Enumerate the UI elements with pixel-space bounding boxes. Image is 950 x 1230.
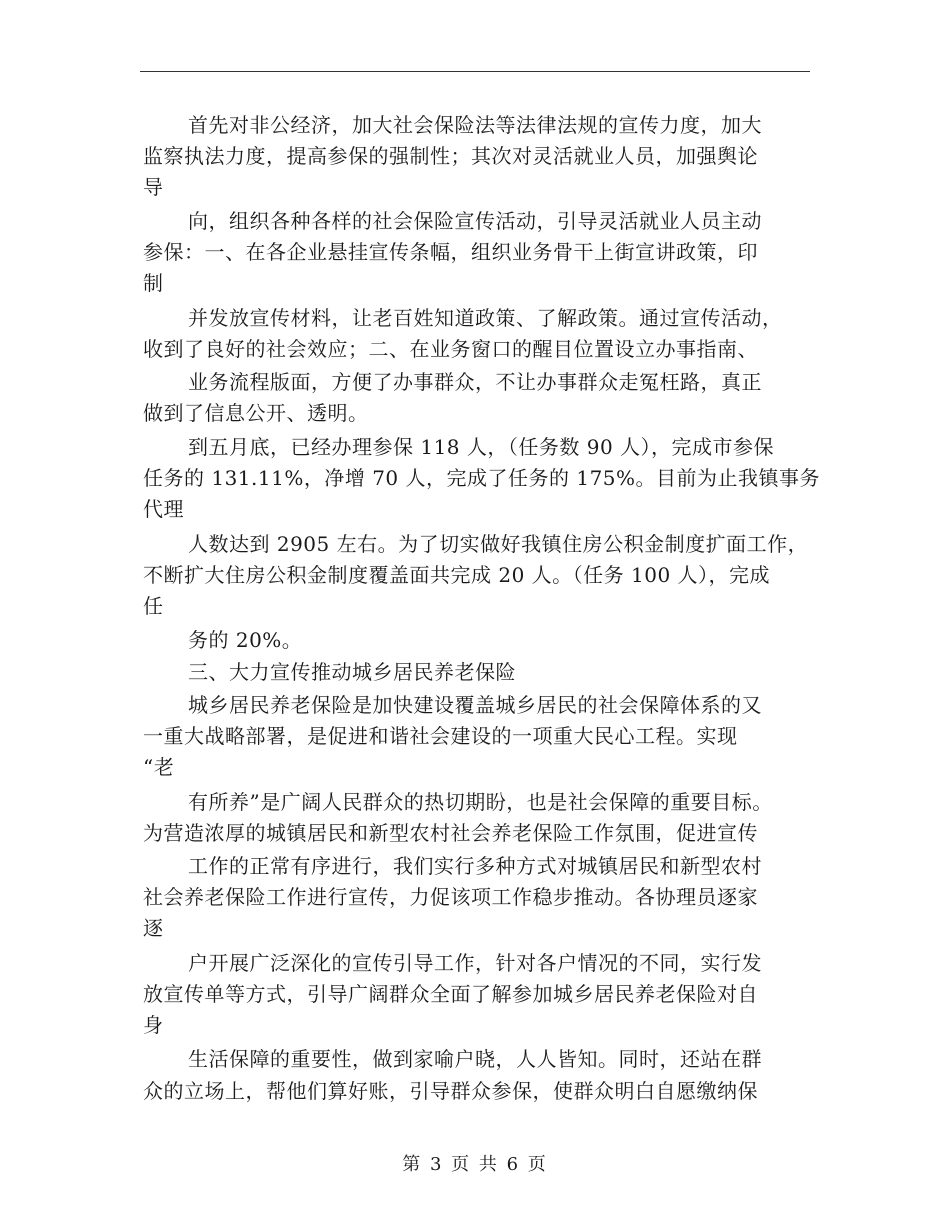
text-line: 参保：一、在各企业悬挂宣传条幅，组织业务骨干上街宣讲政策，印 [143, 240, 758, 264]
text-line: 务的 20%。 [188, 628, 303, 652]
text-line: 城乡居民养老保险是加快建设覆盖城乡居民的社会保障体系的又 [188, 693, 762, 717]
text-line: 有所养”是广阔人民群众的热切期盼，也是社会保障的重要目标。 [188, 790, 773, 814]
text-line: 为营造浓厚的城镇居民和新型农村社会养老保险工作氛围，促进宣传 [143, 821, 758, 845]
page-number: 第 3 页 共 6 页 [402, 1154, 548, 1175]
section-heading: 三、大力宣传推动城乡居民养老保险 [188, 660, 516, 684]
text-line: 放宣传单等方式，引导广阔群众全面了解参加城乡居民养老保险对自 [143, 982, 758, 1006]
text-line: 任务的 131.11%，净增 70 人，完成了任务的 175%。目前为止我镇事务 [143, 466, 821, 490]
text-line: 导 [143, 175, 164, 199]
text-line: 收到了良好的社会效应；二、在业务窗口的醒目位置设立办事指南、 [143, 337, 758, 361]
text-line: 首先对非公经济，加大社会保险法等法律法规的宣传力度，加大 [188, 113, 762, 137]
text-line: 制 [143, 271, 164, 295]
text-line: 生活保障的重要性，做到家喻户晓，人人皆知。同时，还站在群 [188, 1047, 762, 1071]
text-line: 工作的正常有序进行，我们实行多种方式对城镇居民和新型农村 [188, 854, 762, 878]
header-rule [140, 71, 810, 72]
text-line: 任 [143, 594, 164, 618]
text-line: 不断扩大住房公积金制度覆盖面共完成 20 人。（任务 100 人），完成 [143, 563, 771, 587]
text-line: 向，组织各种各样的社会保险宣传活动，引导灵活就业人员主动 [188, 209, 762, 233]
text-line: 众的立场上，帮他们算好账，引导群众参保，使群众明白自愿缴纳保 [143, 1079, 758, 1103]
text-line: 身 [143, 1013, 164, 1037]
text-line: 并发放宣传材料，让老百姓知道政策、了解政策。通过宣传活动， [188, 306, 783, 330]
text-line: 监察执法力度，提高参保的强制性；其次对灵活就业人员，加强舆论 [143, 144, 758, 168]
text-line: 人数达到 2905 左右。为了切实做好我镇住房公积金制度扩面工作， [188, 532, 809, 556]
text-line: “老 [143, 755, 175, 779]
text-line: 做到了信息公开、透明。 [143, 401, 369, 425]
text-line: 到五月底，已经办理参保 118 人，（任务数 90 人），完成市参保 [188, 435, 775, 459]
text-line: 一重大战略部署，是促进和谐社会建设的一项重大民心工程。实现 [143, 724, 738, 748]
text-line: 业务流程版面，方便了办事群众，不让办事群众走冤枉路，真正 [188, 370, 762, 394]
text-line: 代理 [143, 497, 184, 521]
text-line: 户开展广泛深化的宣传引导工作，针对各户情况的不同，实行发 [188, 951, 762, 975]
text-line: 社会养老保险工作进行宣传，力促该项工作稳步推动。各协理员逐家 [143, 885, 758, 909]
text-line: 逐 [143, 916, 164, 940]
